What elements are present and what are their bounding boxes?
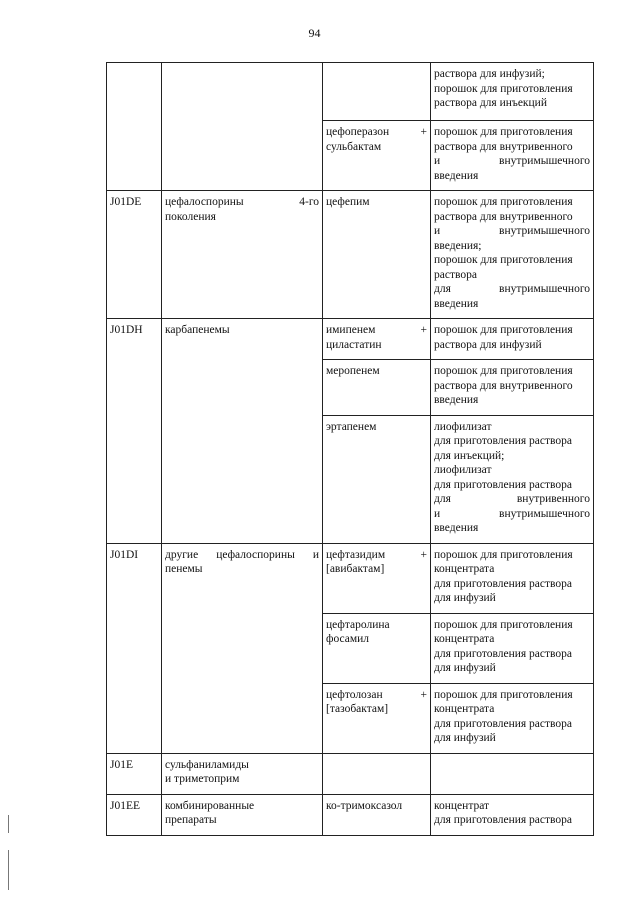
scan-artifact-line bbox=[8, 850, 9, 890]
table-row bbox=[107, 319, 594, 360]
dosage-form-cell bbox=[431, 753, 594, 794]
drug-name: цефтазидим bbox=[326, 548, 386, 561]
atc-code-cell bbox=[107, 753, 162, 794]
atc-code: J01DE bbox=[110, 196, 142, 208]
dosage-form-line: концентрата bbox=[434, 703, 495, 715]
drug-name: цефтолозан bbox=[326, 688, 383, 701]
atc-group-cell bbox=[162, 63, 323, 191]
dosage-form-cell bbox=[431, 360, 594, 416]
dosage-form-line: раствора для инфузий; bbox=[434, 68, 545, 80]
table-row bbox=[107, 543, 594, 613]
dosage-form-line: порошок для приготовления bbox=[434, 254, 573, 266]
drug-name-cell bbox=[323, 63, 431, 121]
dosage-form-line: порошок для приготовления bbox=[434, 82, 573, 95]
dosage-form-line: порошок для приготовления bbox=[434, 324, 573, 336]
drug-name-cell bbox=[323, 683, 431, 753]
dosage-form-line: для инфузий bbox=[434, 732, 496, 744]
atc-code: J01DI bbox=[110, 548, 139, 561]
dosage-form-line: для внутримышечного bbox=[434, 283, 590, 295]
dosage-form-line: концентрат bbox=[434, 799, 490, 812]
atc-group-cell bbox=[162, 753, 323, 794]
table-row bbox=[107, 753, 594, 794]
drug-name-cell bbox=[323, 794, 431, 835]
atc-group-line: другие цефалоспорины и bbox=[165, 548, 319, 561]
dosage-form-line: раствора для внутривенного bbox=[434, 210, 573, 223]
drug-name: цефтаролина bbox=[326, 618, 390, 631]
dosage-form-line: введения; bbox=[434, 239, 482, 252]
atc-group-line: пенемы bbox=[165, 563, 203, 575]
dosage-form-line: для инфузий bbox=[434, 592, 496, 604]
dosage-form-line: для приготовления раствора bbox=[434, 577, 572, 590]
table-row bbox=[107, 191, 594, 319]
dosage-form-cell bbox=[431, 543, 594, 613]
dosage-form-line: для инфузий bbox=[434, 662, 496, 674]
dosage-form-line: и внутримышечного bbox=[434, 507, 590, 520]
combination-plus: + bbox=[420, 324, 427, 336]
drug-name-cell bbox=[323, 191, 431, 319]
dosage-form-line: порошок для приготовления bbox=[434, 196, 573, 208]
combination-plus: + bbox=[420, 688, 427, 701]
atc-code-cell bbox=[107, 319, 162, 544]
drug-name: [тазобактам] bbox=[326, 703, 389, 715]
atc-group-line: и триметоприм bbox=[165, 773, 240, 785]
atc-group-line: сульфаниламиды bbox=[165, 758, 249, 771]
atc-group-line: цефалоспорины 4-го bbox=[165, 196, 319, 208]
atc-group-cell bbox=[162, 191, 323, 319]
drug-name-cell bbox=[323, 319, 431, 360]
dosage-form-cell bbox=[431, 121, 594, 191]
dosage-form-cell bbox=[431, 63, 594, 121]
atc-group-line: карбапенемы bbox=[165, 324, 230, 336]
dosage-form-cell bbox=[431, 415, 594, 543]
drug-name: цефепим bbox=[326, 196, 370, 208]
atc-code: J01DH bbox=[110, 324, 143, 336]
dosage-form-line: введения bbox=[434, 297, 479, 310]
dosage-form-line: для внутривенного bbox=[434, 493, 590, 505]
dosage-form-cell bbox=[431, 319, 594, 360]
dosage-form-line: лиофилизат bbox=[434, 464, 492, 476]
dosage-form-line: концентрата bbox=[434, 563, 495, 575]
dosage-form-line: и внутримышечного bbox=[434, 225, 590, 237]
dosage-form-line: раствора для инфузий bbox=[434, 338, 542, 351]
drug-name: ко-тримоксазол bbox=[326, 799, 403, 812]
table-row bbox=[107, 794, 594, 835]
atc-code: J01EE bbox=[110, 799, 141, 812]
dosage-form-line: порошок для приготовления bbox=[434, 618, 573, 631]
table-row bbox=[107, 63, 594, 121]
drug-name: имипенем bbox=[326, 324, 376, 336]
dosage-form-line: раствора для внутривенного bbox=[434, 140, 573, 153]
dosage-form-line: для приготовления раствора bbox=[434, 478, 572, 491]
dosage-form-line: лиофилизат bbox=[434, 420, 492, 433]
drug-name: сульбактам bbox=[326, 140, 382, 153]
drug-table-body bbox=[107, 63, 594, 836]
atc-group-cell bbox=[162, 543, 323, 753]
dosage-form-line: для приготовления раствора bbox=[434, 717, 572, 730]
drug-name: меропенем bbox=[326, 365, 380, 377]
drug-table bbox=[106, 62, 594, 836]
dosage-form-line: для приготовления раствора bbox=[434, 647, 572, 660]
atc-code-cell bbox=[107, 191, 162, 319]
atc-code-cell bbox=[107, 794, 162, 835]
dosage-form-cell bbox=[431, 191, 594, 319]
dosage-form-line: для инъекций; bbox=[434, 449, 505, 462]
drug-name: эртапенем bbox=[326, 420, 377, 433]
atc-group-cell bbox=[162, 794, 323, 835]
drug-name-cell bbox=[323, 543, 431, 613]
dosage-form-line: порошок для приготовления bbox=[434, 548, 573, 561]
dosage-form-line: введения bbox=[434, 169, 479, 182]
scan-artifact-line bbox=[8, 815, 9, 833]
dosage-form-line: порошок для приготовления bbox=[434, 126, 573, 138]
drug-name: цефоперазон bbox=[326, 126, 390, 138]
atc-code: J01E bbox=[110, 758, 133, 771]
page-number: 94 bbox=[308, 26, 321, 40]
drug-name: циластатин bbox=[326, 338, 382, 351]
dosage-form-line: концентрата bbox=[434, 633, 495, 645]
atc-group-line: препараты bbox=[165, 814, 217, 826]
dosage-form-cell bbox=[431, 683, 594, 753]
atc-code-cell bbox=[107, 63, 162, 191]
dosage-form-line: для приготовления раствора bbox=[434, 814, 572, 826]
dosage-form-line: введения bbox=[434, 522, 479, 534]
drug-name-cell bbox=[323, 753, 431, 794]
drug-name-cell bbox=[323, 415, 431, 543]
drug-name-cell bbox=[323, 121, 431, 191]
combination-plus: + bbox=[420, 548, 427, 561]
drug-name-cell bbox=[323, 360, 431, 416]
dosage-form-line: порошок для приготовления bbox=[434, 688, 573, 701]
atc-code-cell bbox=[107, 543, 162, 753]
dosage-form-cell bbox=[431, 613, 594, 683]
drug-name: [авибактам] bbox=[326, 563, 385, 575]
dosage-form-line: порошок для приготовления bbox=[434, 365, 573, 377]
atc-group-line: комбинированные bbox=[165, 799, 255, 812]
atc-group-cell bbox=[162, 319, 323, 544]
combination-plus: + bbox=[420, 126, 427, 138]
dosage-form-line: введения bbox=[434, 394, 479, 406]
dosage-form-line: раствора для внутривенного bbox=[434, 379, 573, 392]
dosage-form-cell bbox=[431, 794, 594, 835]
dosage-form-line: для приготовления раствора bbox=[434, 435, 572, 447]
dosage-form-line: раствора для инъекций bbox=[434, 97, 547, 109]
dosage-form-line: раствора bbox=[434, 268, 477, 281]
atc-group-line: поколения bbox=[165, 210, 216, 223]
dosage-form-line: и внутримышечного bbox=[434, 155, 590, 167]
drug-name-cell bbox=[323, 613, 431, 683]
drug-name: фосамил bbox=[326, 633, 370, 645]
